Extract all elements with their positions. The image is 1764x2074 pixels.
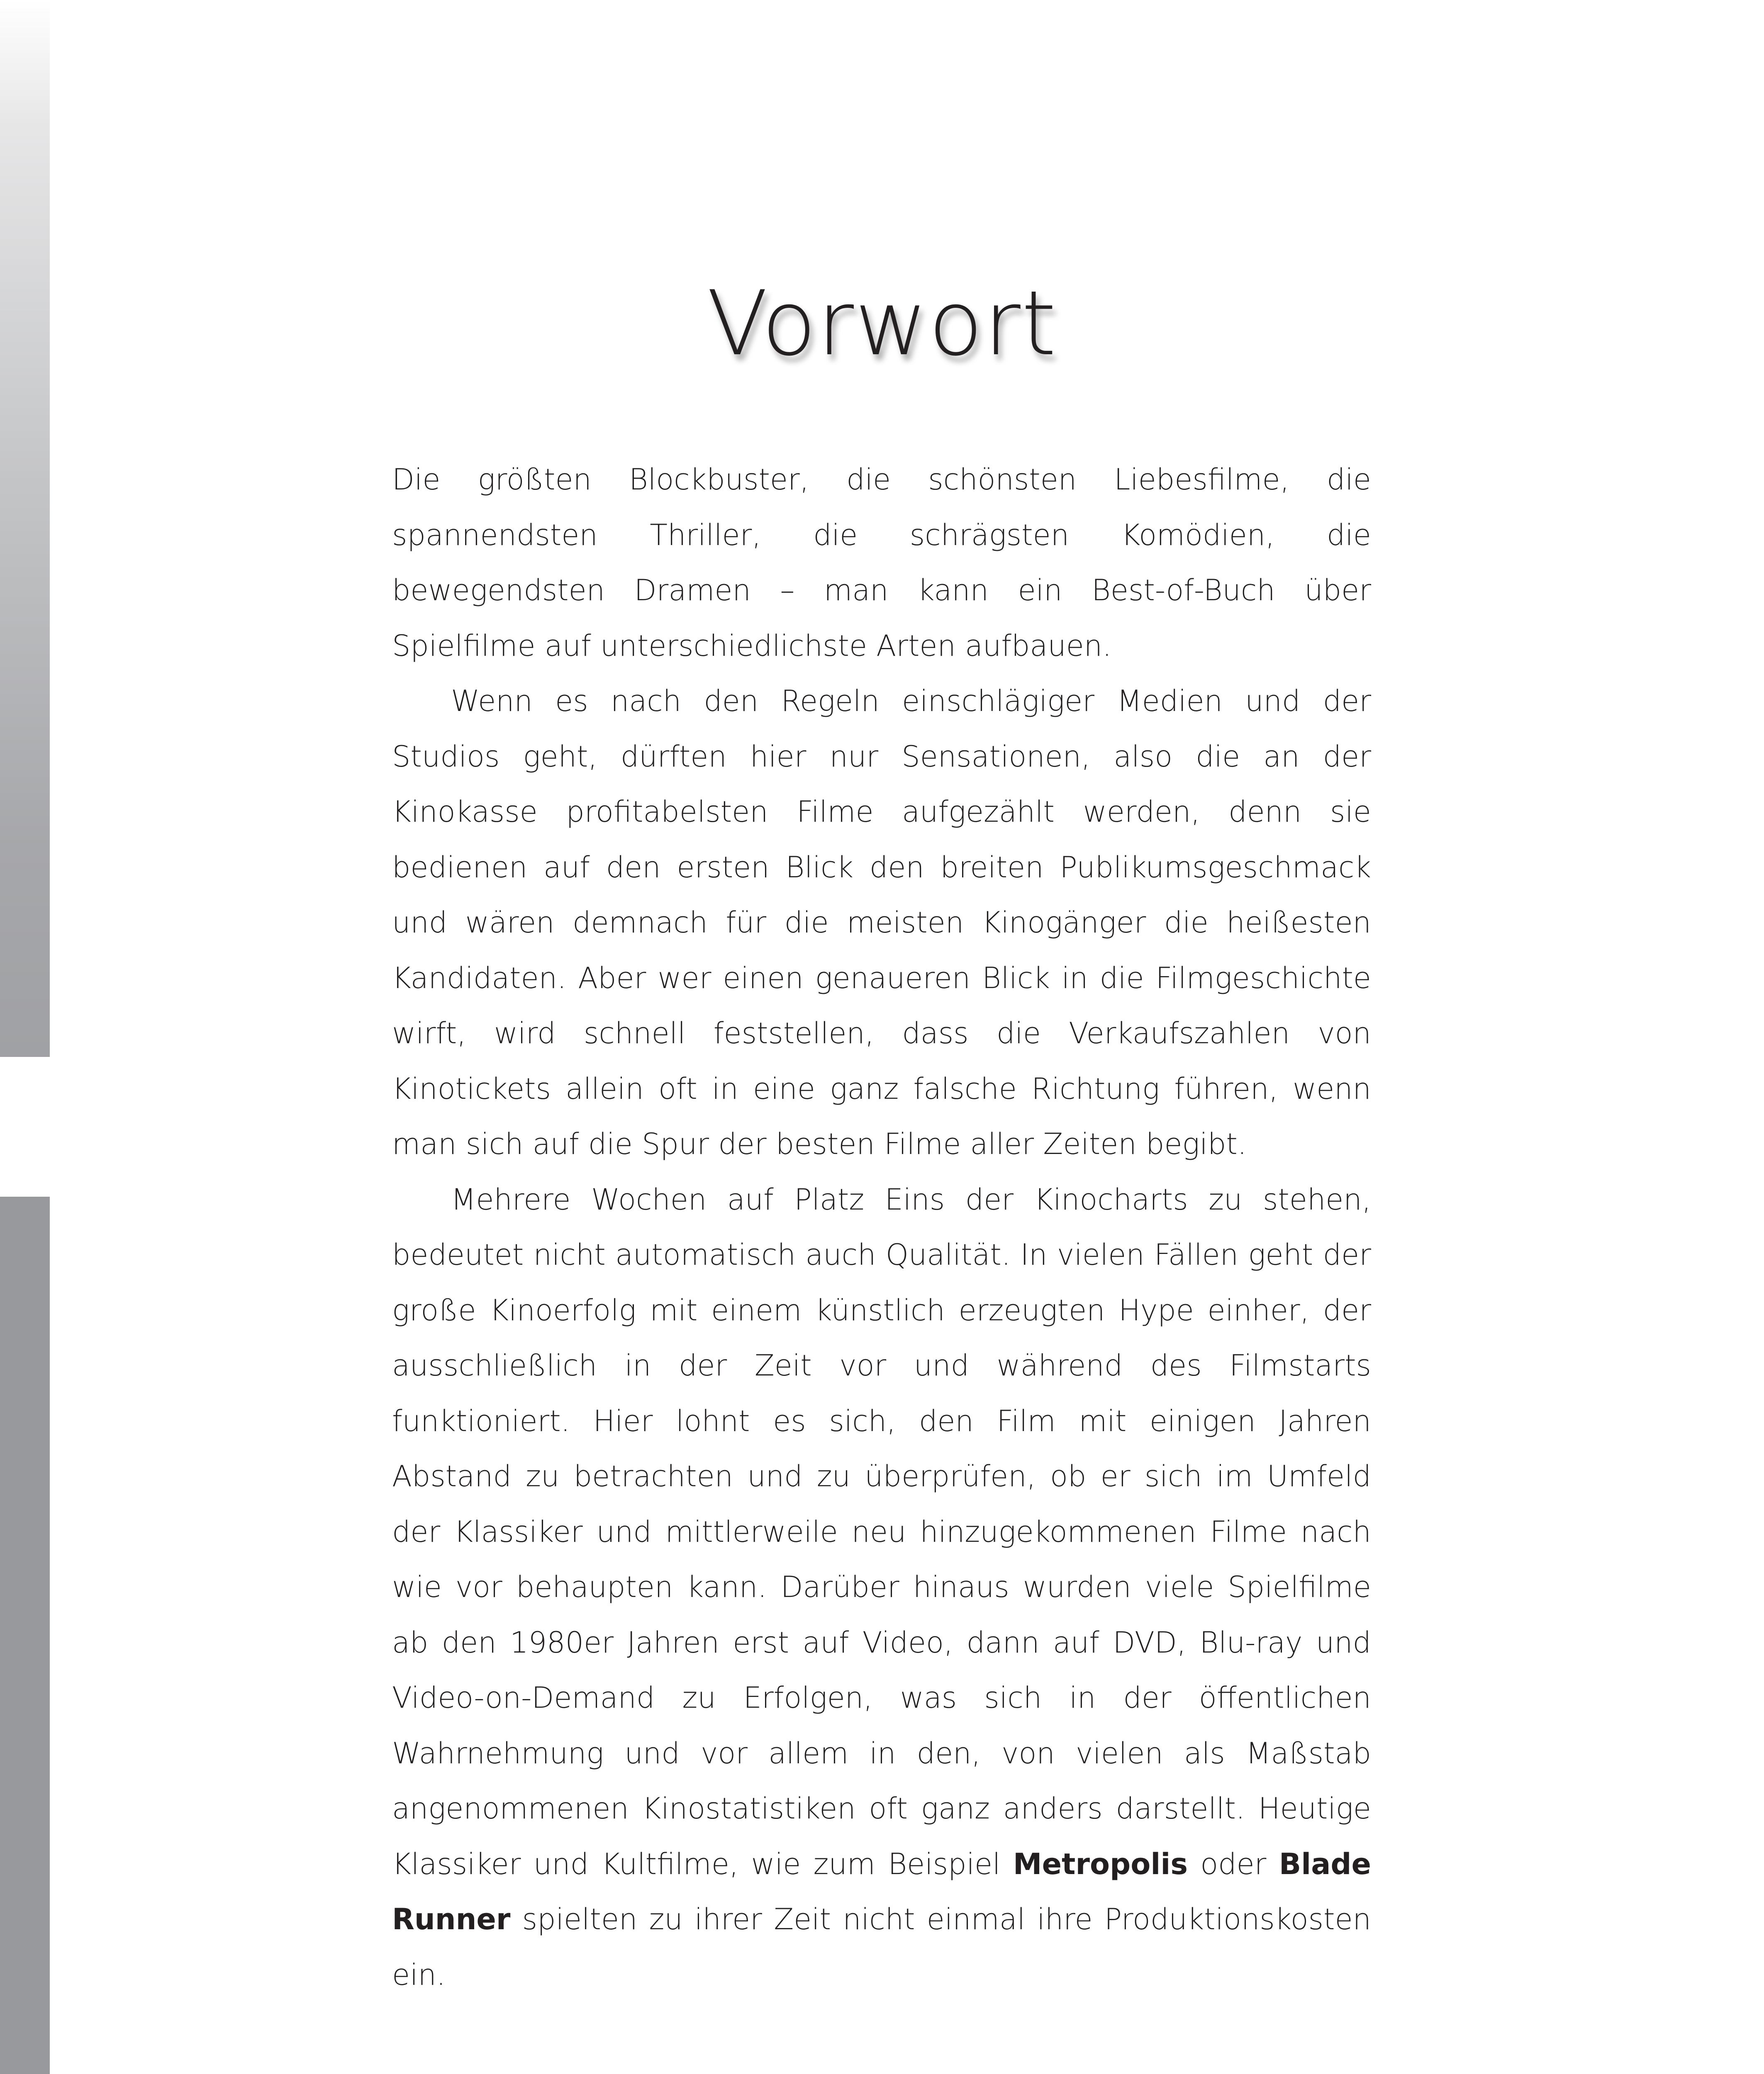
film-title-metropolis: Metropolis	[1013, 1847, 1188, 1881]
chapter-title: Vorwort	[707, 271, 1057, 375]
paragraph-3-text-before: Mehrere Wochen auf Platz Eins der Kinocharts zu stehen, bedeutet nicht automatisch auch Qualität. In vielen Fällen geht der große Kinoerfolg mit einem künstlich erzeugten Hype einher, der ausschließlich in der Zeit vor und während des Filmstarts funktioniert. Hier lohnt es sich, den Film mit einigen Jahren Abstand zu betrachten und zu überprüfen, ob er sich im Umfeld der Klassiker und mittlerweile neu hinzugekommenen Filme nach wie vor behaupten kann. Darüber hinaus wurden viele Spielfilme ab den 1980er Jahren erst auf Video, dann auf DVD, Blu-ray und Video-on-Demand zu Erfolgen, was sich in der öffentlichen Wahrnehmung und vor allem in den, von vielen als Maßstab angenommenen Kinostatistiken oft ganz anders darstellt. Heutige Klassiker und Kultfilme, wie zum Beispiel	[392, 1182, 1371, 1881]
page-edge-gradient-bar	[0, 0, 50, 1057]
body-text	[392, 452, 1371, 2003]
paragraph-3-text-after: spielten zu ihrer Zeit nicht einmal ihre Produktionskosten ein.	[392, 1902, 1371, 1992]
paragraph-3-text-middle: oder	[1187, 1847, 1279, 1881]
paragraph-3	[392, 1172, 1371, 2003]
paragraph-1: Die größten Blockbuster, die schönsten Liebesfilme, die spannendsten Thriller, die schrägsten Komödien, die bewegendsten Dramen – man kann ein Best-of-Buch über Spielfilme auf unterschiedlichste Arten aufbauen.	[392, 463, 1371, 663]
film-title-blade-runner: Blade Runner	[392, 1847, 1372, 1936]
page-edge-grey-bar	[0, 1197, 50, 2074]
paragraph-2: Wenn es nach den Regeln einschlägiger Medien und der Studios geht, dürften hier nur Sensationen, also die an der Kinokasse profitabelsten Filme aufgezählt werden, denn sie bedienen auf den ersten Blick den breiten Publikumsgeschmack und wären demnach für die meisten Kinogänger die heißesten Kandidaten. Aber wer einen genaueren Blick in die Filmgeschichte wirft, wird schnell feststellen, dass die Verkaufszahlen von Kinotickets allein oft in eine ganz falsche Richtung führen, wenn man sich auf die Spur der besten Filme aller Zeiten begibt.	[392, 684, 1371, 1161]
